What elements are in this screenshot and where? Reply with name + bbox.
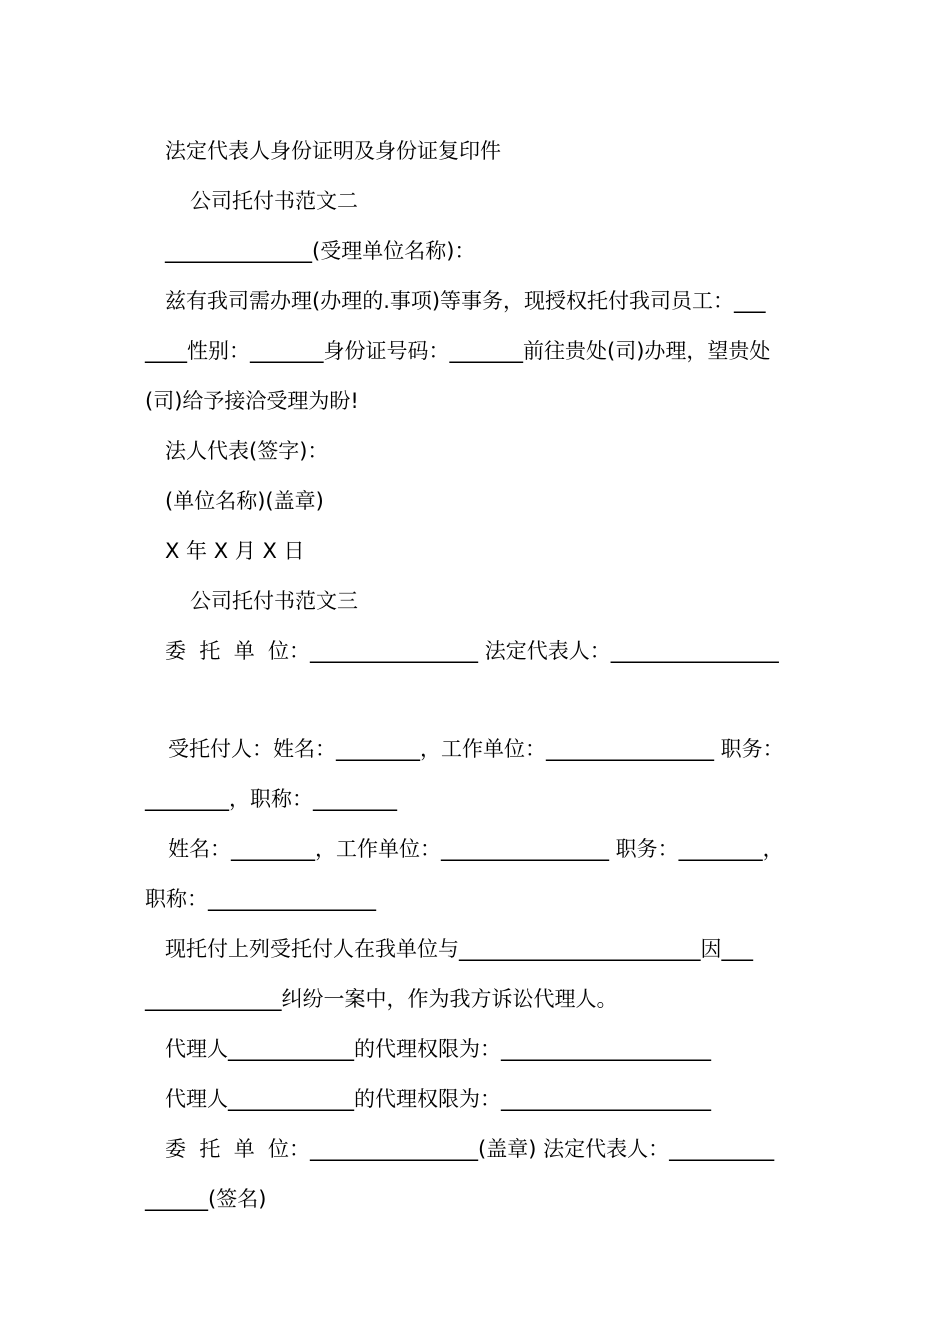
text-line: ________，职称：________ (145, 787, 397, 811)
text-line: 法定代表人身份证明及身份证复印件 (165, 139, 501, 163)
text-line: 法人代表(签字)： (165, 439, 329, 463)
text-line: (单位名称)(盖章) (165, 489, 324, 513)
text-line: 受托付人：姓名：________，工作单位：________________ 职务： (168, 737, 784, 761)
text-line: ______(签名) (145, 1187, 267, 1211)
text-line: 代理人____________的代理权限为：____________________ (165, 1037, 711, 1061)
text-line: 委 托 单 位：________________ 法定代表人：________________ (165, 639, 779, 663)
text-line: _____________纠纷一案中，作为我方诉讼代理人。 (145, 987, 618, 1011)
text-line: 现托付上列受托付人在我单位与_______________________因___ (165, 937, 753, 961)
text-line: 兹有我司需办理(办理的.事项)等事务，现授权托付我司员工：___ (165, 289, 766, 313)
text-line: 委 托 单 位：________________(盖章) 法定代表人：__________ (165, 1137, 775, 1161)
section-heading: 公司托付书范文二 (190, 189, 358, 213)
text-line: 职称：________________ (145, 887, 376, 911)
text-line: (司)给予接洽受理为盼! (145, 389, 359, 413)
text-line: 姓名：________，工作单位：________________ 职务：________， (168, 837, 784, 861)
text-line: ____性别：_______身份证号码：_______前往贵处(司)办理，望贵处 (145, 339, 771, 363)
text-line: X 年 X 月 X 日 (165, 539, 305, 563)
text-line: 代理人____________的代理权限为：____________________ (165, 1087, 711, 1111)
section-heading: 公司托付书范文三 (190, 589, 358, 613)
text-line: ______________(受理单位名称)： (165, 239, 476, 263)
